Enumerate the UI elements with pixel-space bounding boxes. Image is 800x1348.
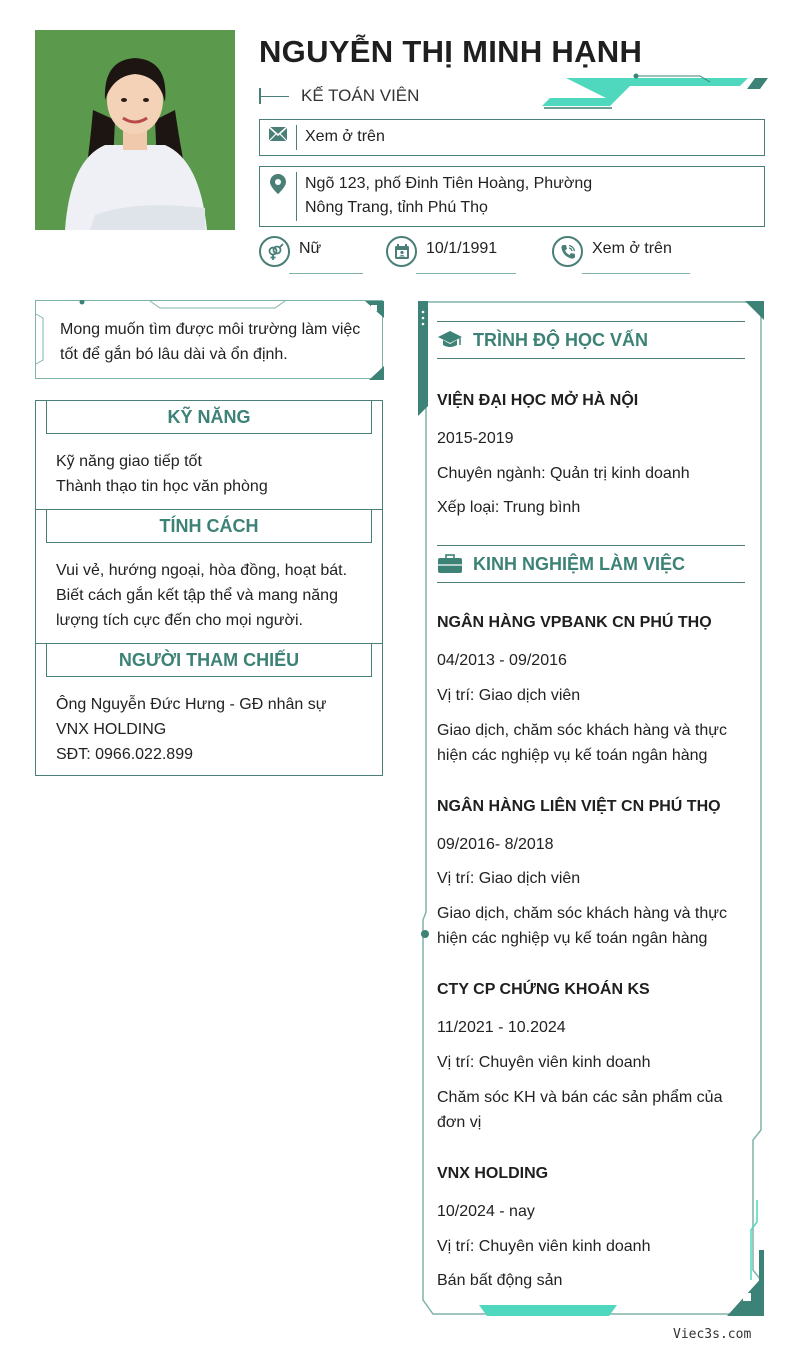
experience-description: Giao dịch, chăm sóc khách hàng và thực hiện các nghiệp vụ kế toán ngân hàng [437, 905, 727, 947]
reference-line: SĐT: 0966.022.899 [56, 746, 193, 763]
experience-company: VNX HOLDING [437, 1165, 549, 1182]
personality-section [35, 509, 383, 644]
address-line-2: Nông Trang, tỉnh Phú Thọ [305, 199, 488, 216]
experience-title: KINH NGHIỆM LÀM VIỆC [473, 553, 686, 574]
experience-company: CTY CP CHỨNG KHOÁN KS [437, 981, 650, 998]
phone-icon [552, 236, 583, 267]
references-title: NGƯỜI THAM CHIẾU [46, 644, 372, 677]
personality-line: Biết cách gắn kết tập thể và mang năng [56, 587, 338, 604]
experience-header [437, 545, 745, 583]
birthday-value: 10/1/1991 [426, 240, 498, 257]
experience-position: Vị trí: Chuyên viên kinh doanh [437, 1054, 651, 1071]
skills-body [36, 434, 382, 499]
location-pin-icon [260, 167, 296, 226]
phone-value: Xem ở trên [592, 240, 672, 257]
experience-period: 11/2021 - 10.2024 [437, 1019, 566, 1036]
experience-period: 09/2016- 8/2018 [437, 836, 554, 853]
email-box [259, 119, 765, 156]
calendar-icon [386, 236, 417, 267]
job-title: KẾ TOÁN VIÊN [301, 86, 420, 105]
birthday-underline [416, 273, 516, 274]
education-school: VIỆN ĐẠI HỌC MỞ HÀ NỘI [437, 392, 639, 409]
education-grade: Xếp loại: Trung bình [437, 499, 581, 516]
education-header [437, 321, 745, 359]
reference-line: Ông Nguyễn Đức Hưng - GĐ nhân sự [56, 696, 327, 713]
profile-photo [35, 30, 235, 230]
envelope-icon [260, 120, 296, 155]
graduation-cap-icon [437, 330, 473, 350]
address-box [259, 166, 765, 227]
job-title-row [259, 84, 419, 108]
experience-description: Bán bất động sản [437, 1272, 563, 1289]
objective-box [35, 300, 383, 379]
skills-section [35, 400, 383, 510]
skills-title: KỸ NĂNG [46, 401, 372, 434]
experience-company: NGÂN HÀNG VPBANK CN PHÚ THỌ [437, 614, 712, 631]
address-text [296, 172, 764, 221]
experience-description: Giao dịch, chăm sóc khách hàng và thực hiện các nghiệp vụ kế toán ngân hàng [437, 722, 727, 764]
skill-item: Thành thạo tin học văn phòng [56, 478, 268, 495]
email-text: Xem ở trên [296, 125, 764, 150]
experience-position: Vị trí: Giao dịch viên [437, 687, 581, 704]
experience-period: 10/2024 - nay [437, 1203, 535, 1220]
address-line-1: Ngõ 123, phố Đinh Tiên Hoàng, Phường [305, 175, 593, 192]
candidate-name: NGUYỄN THỊ MINH HẠNH [259, 34, 643, 69]
right-panel [417, 300, 765, 1317]
experience-company: NGÂN HÀNG LIÊN VIỆT CN PHÚ THỌ [437, 798, 721, 815]
gender-value: Nữ [299, 240, 322, 257]
personality-line: Vui vẻ, hướng ngoại, hòa đồng, hoạt bát. [56, 562, 348, 579]
personality-title: TÍNH CÁCH [46, 510, 372, 543]
phone-item [552, 236, 692, 276]
header-decoration [540, 72, 770, 116]
gender-icon [259, 236, 290, 267]
experience-period: 04/2013 - 09/2016 [437, 652, 567, 669]
job-title-tick [259, 86, 293, 106]
skill-item: Kỹ năng giao tiếp tốt [56, 453, 202, 470]
references-section [35, 643, 383, 776]
portrait-image [35, 30, 235, 230]
education-years: 2015-2019 [437, 430, 514, 447]
personality-line: lượng tích cực đến cho mọi người. [56, 612, 303, 629]
gender-item [259, 236, 363, 276]
references-body [36, 677, 382, 767]
footer-watermark: Viec3s.com [673, 1327, 752, 1342]
education-major: Chuyên ngành: Quản trị kinh doanh [437, 465, 690, 482]
education-title: TRÌNH ĐỘ HỌC VẤN [473, 329, 648, 350]
reference-line: VNX HOLDING [56, 721, 167, 738]
gender-underline [289, 273, 363, 274]
personality-body [36, 543, 382, 633]
experience-description: Chăm sóc KH và bán các sản phẩm của đơn vị [437, 1089, 723, 1131]
phone-underline [582, 273, 690, 274]
experience-position: Vị trí: Chuyên viên kinh doanh [437, 1238, 651, 1255]
objective-text: Mong muốn tìm được môi trường làm việc tốt để gắn bó lâu dài và ổn định. [60, 321, 361, 363]
briefcase-icon [437, 554, 473, 574]
experience-position: Vị trí: Giao dịch viên [437, 870, 581, 887]
objective-frame-decoration [35, 300, 385, 381]
birthday-item [386, 236, 516, 276]
